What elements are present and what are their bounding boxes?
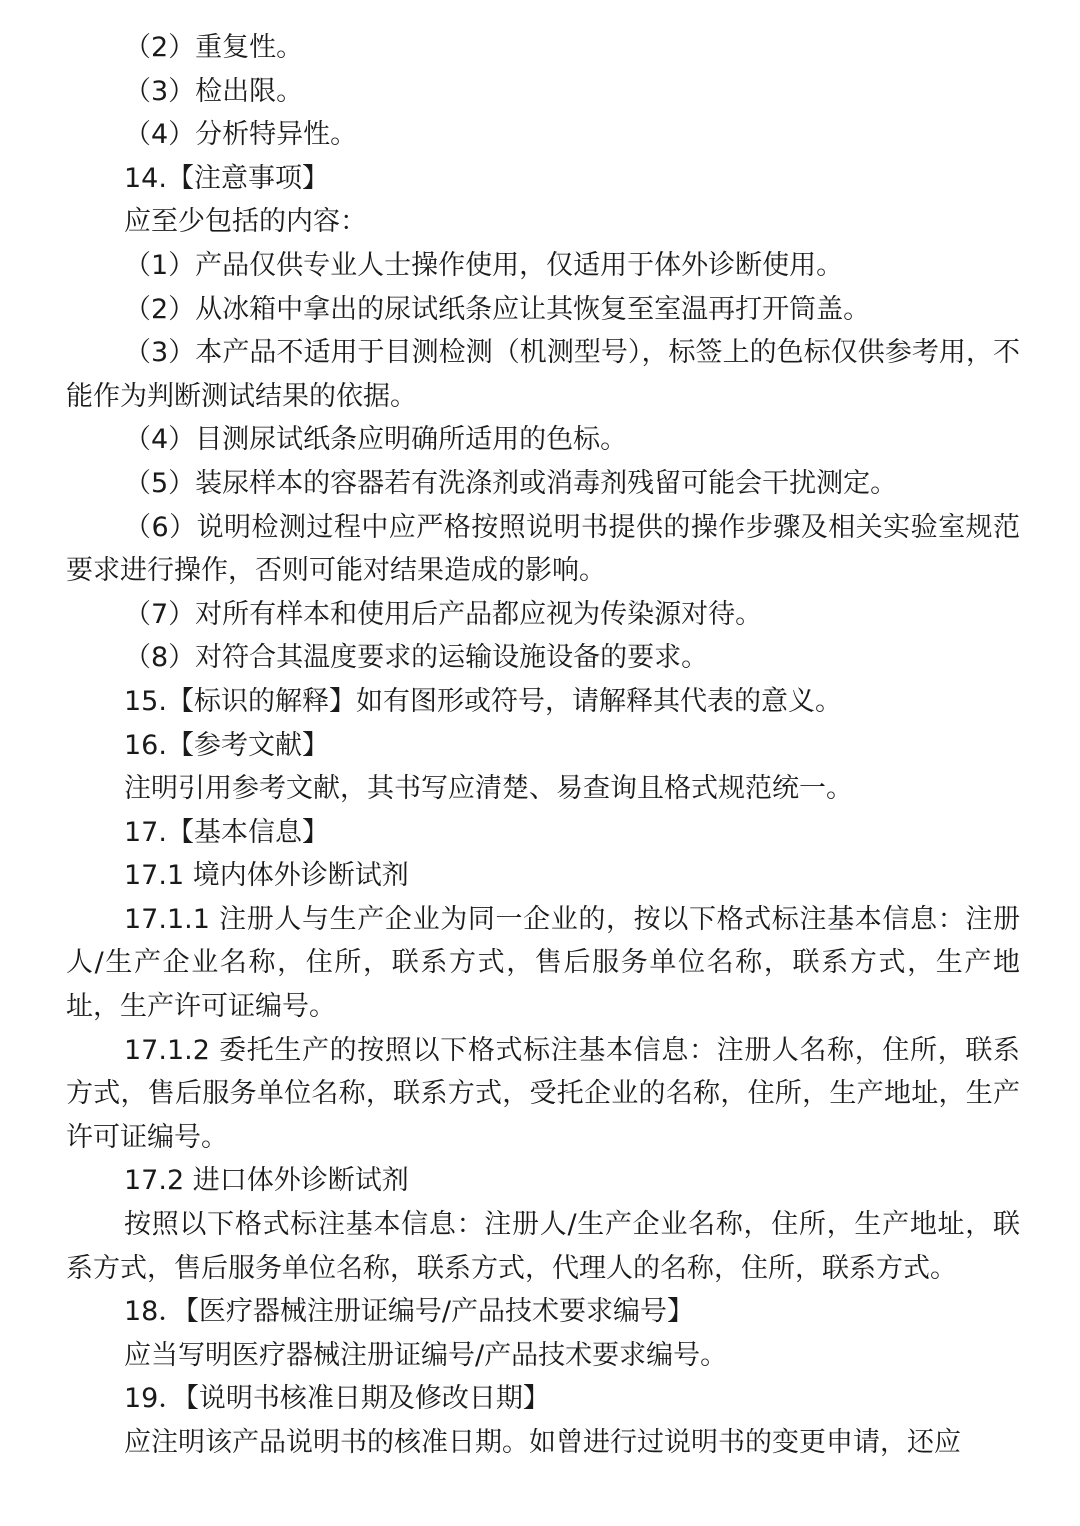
paragraph-precaution-1: （1）产品仅供专业人士操作使用，仅适用于体外诊断使用。 <box>124 249 844 281</box>
heading-precautions: 14.【注意事项】 <box>124 162 329 194</box>
paragraph-detection-limit: （3）检出限。 <box>124 75 304 107</box>
paragraph-analytical-specificity: （4）分析特异性。 <box>124 119 358 151</box>
paragraph-precaution-8: （8）对符合其温度要求的运输设施设备的要求。 <box>124 642 709 674</box>
paragraph-registration-number: 应当写明医疗器械注册证编号/产品技术要求编号。 <box>124 1339 728 1371</box>
paragraph-precaution-3: （3）本产品不适用于目测检测（机测型号），标签上的色标仅供参考用，不能作为判断测试结果的依据。 <box>66 337 1020 412</box>
paragraph-precaution-2: （2）从冰箱中拿出的尿试纸条应让其恢复至室温再打开筒盖。 <box>124 293 871 325</box>
paragraph-approval-date: 应注明该产品说明书的核准日期。如曾进行过说明书的变更申请，还应 <box>124 1427 961 1458</box>
heading-registration-number: 18．【医疗器械注册证编号/产品技术要求编号】 <box>124 1296 694 1328</box>
paragraph-repeatability: （2）重复性。 <box>124 32 304 63</box>
paragraph-domestic-entrusted: 17.1.2 委托生产的按照以下格式标注基本信息：注册人名称，住所，联系方式，售后服务单位名称，联系方式，受托企业的名称，住所，生产地址，生产许可证编号。 <box>66 1034 1020 1153</box>
heading-symbol-explanation: 15.【标识的解释】如有图形或符号，请解释其代表的意义。 <box>124 685 842 717</box>
paragraph-precaution-5: （5）装尿样本的容器若有洗涤剂或消毒剂残留可能会干扰测定。 <box>124 467 898 499</box>
paragraph-precaution-7: （7）对所有样本和使用后产品都应视为传染源对待。 <box>124 598 763 630</box>
paragraph-imported-info: 按照以下格式标注基本信息：注册人/生产企业名称，住所，生产地址，联系方式，售后服务单位名称，联系方式，代理人的名称，住所，联系方式。 <box>66 1209 1020 1284</box>
paragraph-references: 注明引用参考文献，其书写应清楚、易查询且格式规范统一。 <box>124 773 853 805</box>
heading-basic-info: 17.【基本信息】 <box>124 816 329 848</box>
heading-references: 16.【参考文献】 <box>124 729 329 761</box>
heading-domestic-ivd: 17.1 境内体外诊断试剂 <box>124 860 409 892</box>
paragraph-domestic-same-enterprise: 17.1.1 注册人与生产企业为同一企业的，按以下格式标注基本信息：注册人/生产企业名称，住所，联系方式，售后服务单位名称，联系方式，生产地址，生产许可证编号。 <box>66 903 1020 1023</box>
heading-approval-date: 19．【说明书核准日期及修改日期】 <box>124 1383 550 1415</box>
paragraph-precaution-4: （4）目测尿试纸条应明确所适用的色标。 <box>124 424 628 456</box>
heading-imported-ivd: 17.2 进口体外诊断试剂 <box>124 1165 409 1197</box>
paragraph-precautions-intro: 应至少包括的内容： <box>124 206 367 238</box>
paragraph-precaution-6: （6）说明检测过程中应严格按照说明书提供的操作步骤及相关实验室规范要求进行操作，否则可能对结果造成的影响。 <box>66 511 1020 587</box>
